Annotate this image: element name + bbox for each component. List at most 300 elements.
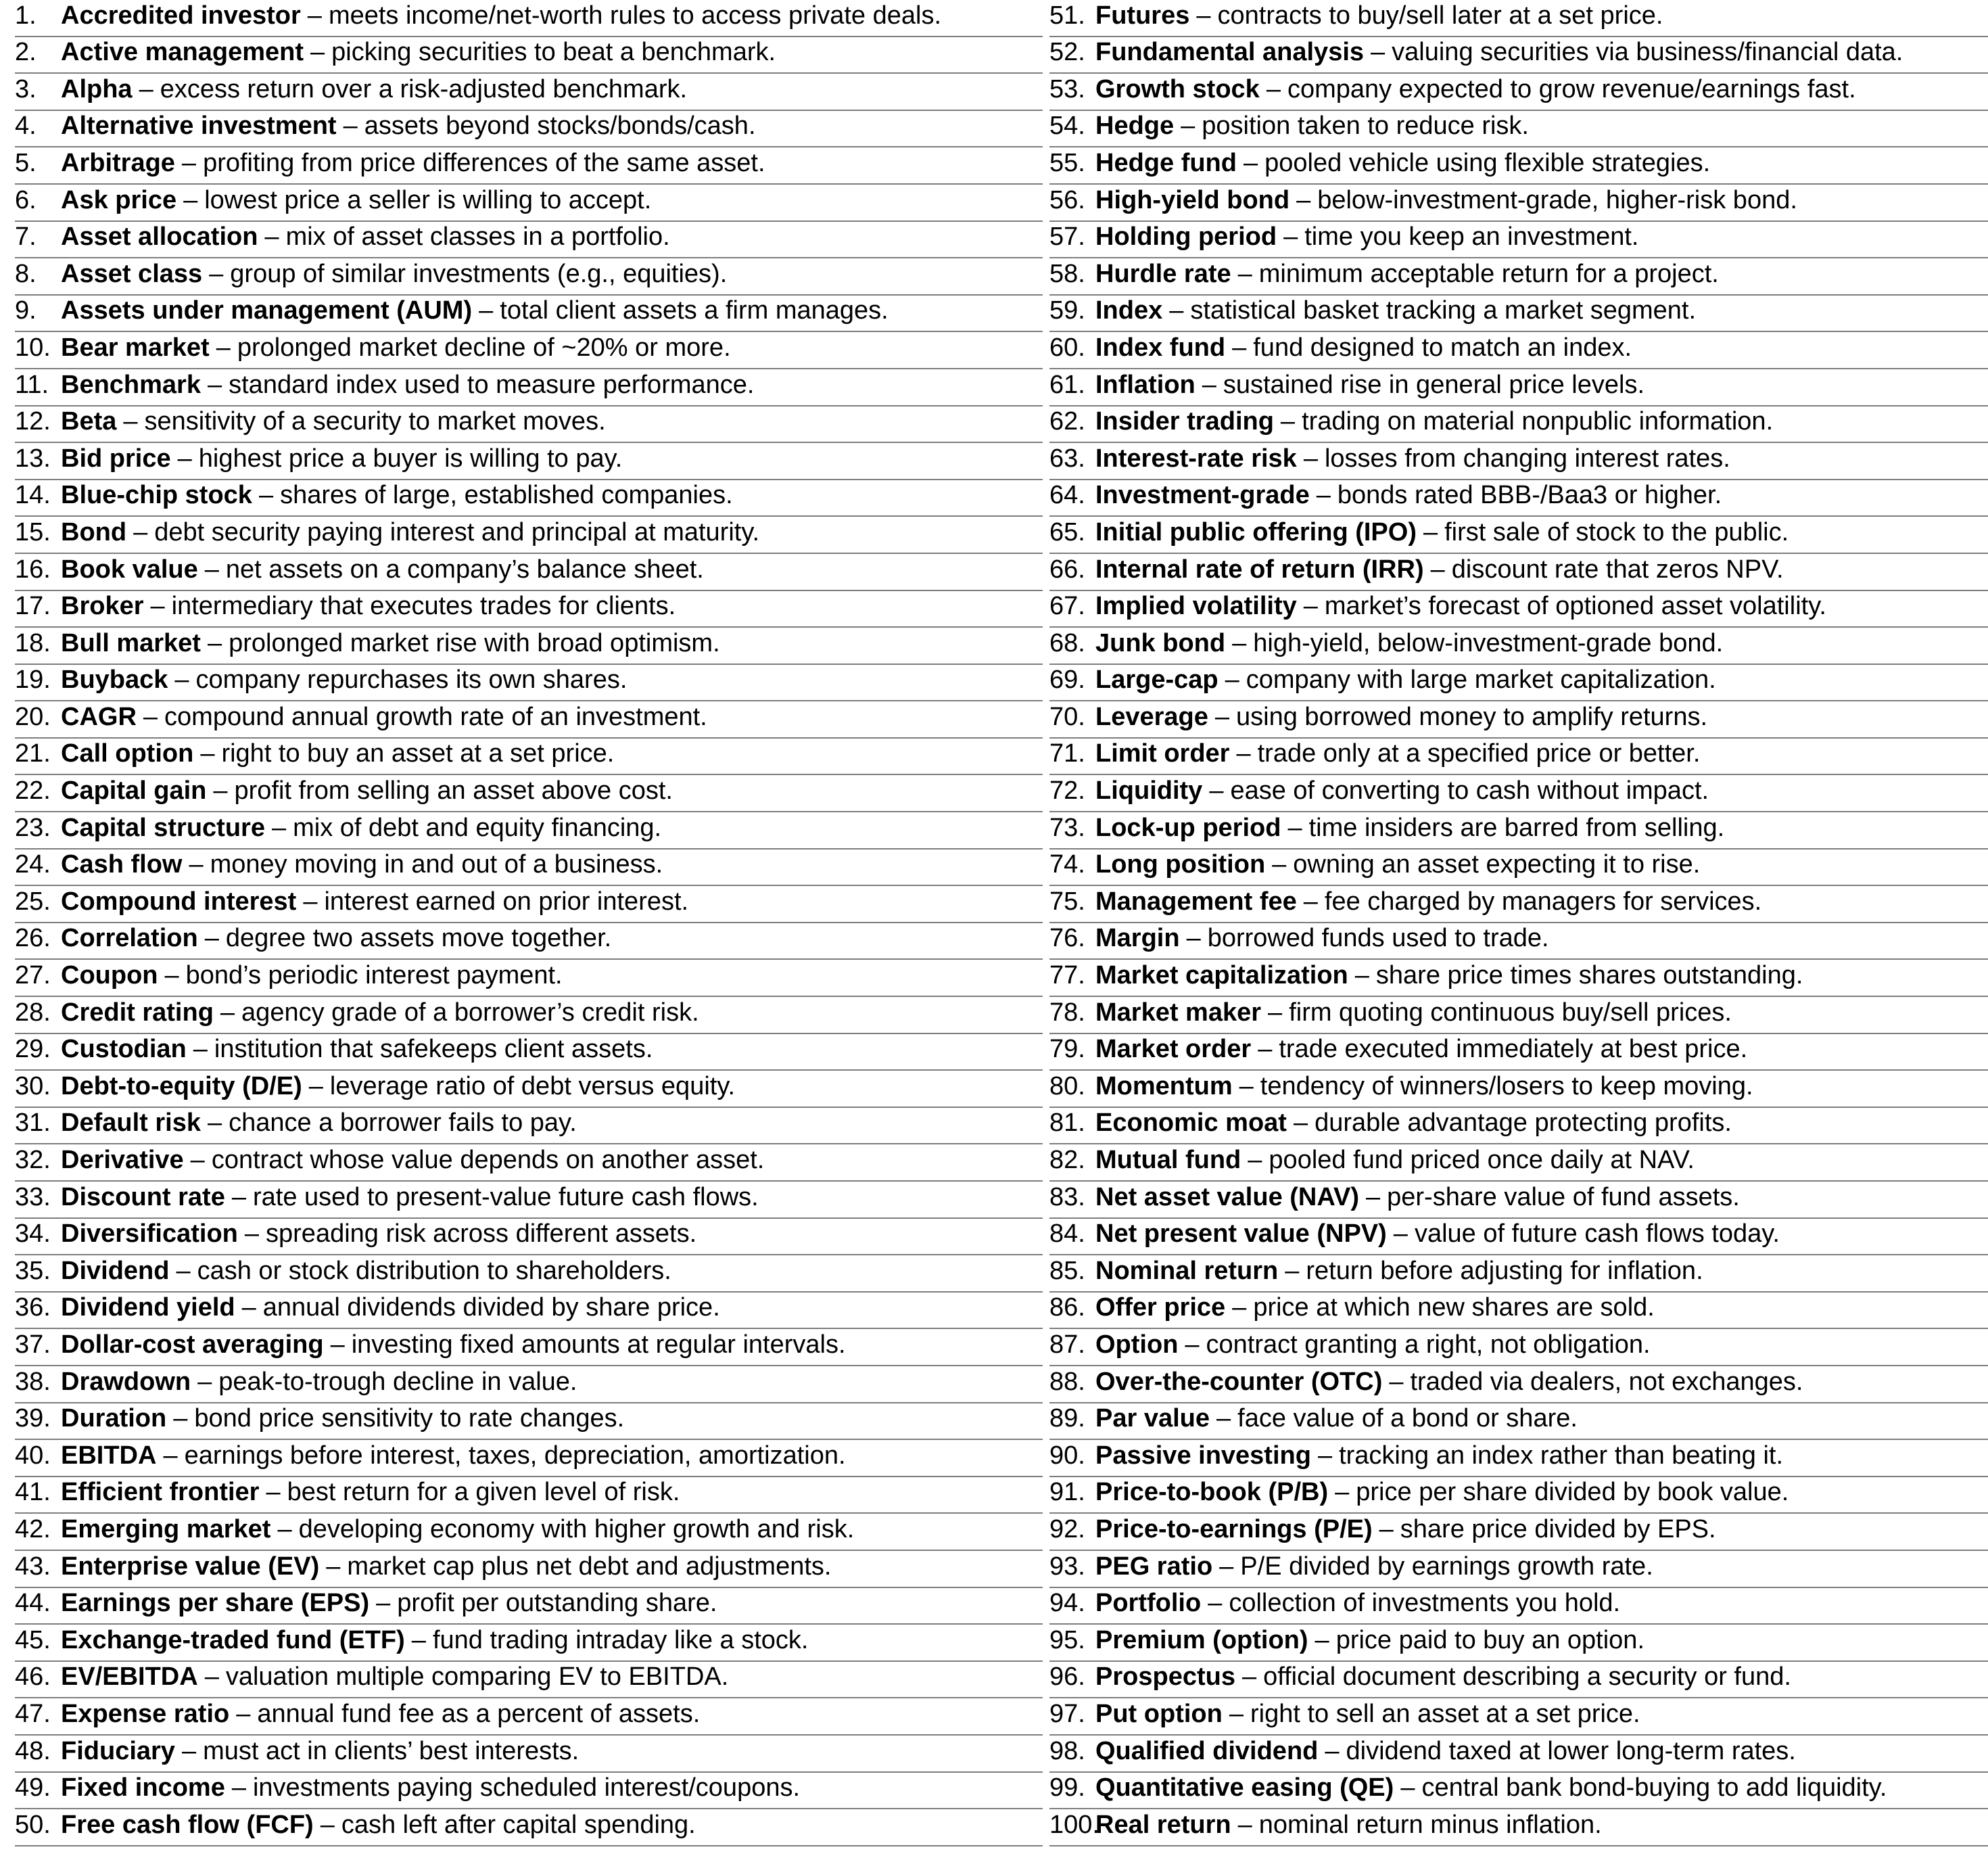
glossary-entry: [15, 960, 1043, 997]
entry-term: Dividend yield: [61, 1293, 235, 1322]
entry-definition: mix of asset classes in a portfolio.: [285, 223, 670, 252]
entry-number: 58.: [1049, 259, 1085, 288]
entry-number: 13.: [15, 444, 51, 473]
glossary-entry: [1049, 1477, 1988, 1514]
entry-term: Drawdown: [61, 1367, 191, 1396]
entry-definition: annual fund fee as a percent of assets.: [257, 1699, 701, 1728]
glossary-entry: [1049, 1662, 1988, 1699]
entry-term: Prospectus: [1095, 1663, 1235, 1692]
entry-separator: –: [330, 1330, 345, 1359]
glossary-entry: [1049, 1551, 1988, 1588]
entry-number: 32.: [15, 1146, 51, 1174]
glossary-entry: [1049, 1514, 1988, 1551]
entry-separator: –: [1379, 1514, 1394, 1543]
glossary-entry: [15, 74, 1043, 111]
entry-term: Asset allocation: [61, 223, 258, 252]
entry-number: 89.: [1049, 1404, 1085, 1433]
entry-definition: highest price a buyer is willing to pay.: [198, 444, 623, 473]
glossary-entry: [15, 1809, 1043, 1846]
entry-term: Net asset value (NAV): [1095, 1182, 1359, 1211]
entry-number: 46.: [15, 1663, 51, 1692]
entry-separator: –: [231, 1182, 246, 1211]
entry-number: 36.: [15, 1293, 51, 1322]
entry-separator: –: [258, 481, 274, 510]
entry-separator: –: [177, 444, 192, 473]
entry-term: Duration: [61, 1404, 167, 1433]
entry-term: Bull market: [61, 628, 201, 657]
entry-term: Index fund: [1095, 333, 1226, 362]
entry-separator: –: [277, 1514, 292, 1543]
entry-separator: –: [1186, 924, 1201, 953]
glossary-entry: [1049, 332, 1988, 369]
glossary-entry: [15, 554, 1043, 591]
entry-term: PEG ratio: [1095, 1552, 1213, 1581]
entry-number: 65.: [1049, 517, 1085, 547]
glossary-entry: [15, 480, 1043, 517]
entry-term: Management fee: [1095, 887, 1297, 916]
entry-number: 54.: [1049, 112, 1085, 141]
entry-term: Bond: [61, 517, 127, 547]
entry-term: Market capitalization: [1095, 961, 1348, 990]
glossary-entry: [1049, 850, 1988, 887]
entry-separator: –: [197, 1367, 212, 1396]
entry-number: 48.: [15, 1736, 51, 1765]
entry-definition: assets beyond stocks/bonds/cash.: [364, 112, 756, 141]
glossary-entry: [15, 923, 1043, 960]
glossary-entry: [15, 701, 1043, 739]
entry-definition: high-yield, below-investment-grade bond.: [1253, 628, 1724, 657]
entry-term: Index: [1095, 296, 1163, 325]
entry-definition: chance a borrower fails to pay.: [229, 1109, 577, 1138]
entry-number: 26.: [15, 924, 51, 953]
entry-number: 57.: [1049, 223, 1085, 252]
glossary-entry: [1049, 480, 1988, 517]
glossary-entry: [15, 1736, 1043, 1773]
glossary-entry: [1049, 1219, 1988, 1256]
entry-definition: tracking an index rather than beating it.: [1339, 1441, 1784, 1470]
glossary-entry: [1049, 628, 1988, 665]
entry-definition: pooled vehicle using flexible strategies.: [1264, 148, 1711, 177]
glossary-entry: [1049, 591, 1988, 628]
entry-number: 5.: [15, 148, 37, 177]
entry-separator: –: [1315, 1625, 1329, 1654]
entry-number: 40.: [15, 1441, 51, 1470]
entry-term: CAGR: [61, 702, 137, 731]
entry-term: Book value: [61, 555, 198, 584]
entry-definition: discount rate that zeros NPV.: [1451, 555, 1784, 584]
entry-separator: –: [1400, 1773, 1415, 1803]
glossary-entry: [15, 850, 1043, 887]
glossary-entry: [1049, 665, 1988, 702]
entry-separator: –: [213, 776, 228, 806]
entry-number: 4.: [15, 112, 37, 141]
entry-definition: share price divided by EPS.: [1400, 1514, 1716, 1543]
entry-definition: tendency of winners/losers to keep moving.: [1260, 1071, 1753, 1100]
entry-separator: –: [207, 370, 222, 399]
entry-separator: –: [1303, 592, 1318, 621]
glossary-entry: [1049, 74, 1988, 111]
entry-term: Long position: [1095, 850, 1266, 879]
entry-number: 74.: [1049, 850, 1085, 879]
entry-number: 3.: [15, 74, 37, 103]
entry-term: Market order: [1095, 1035, 1252, 1064]
glossary-entry: [15, 1329, 1043, 1366]
entry-number: 9.: [15, 296, 37, 325]
entry-term: Mutual fund: [1095, 1146, 1241, 1174]
entry-term: Portfolio: [1095, 1589, 1202, 1618]
entry-number: 47.: [15, 1699, 51, 1728]
entry-separator: –: [1237, 1810, 1252, 1839]
entry-number: 59.: [1049, 296, 1085, 325]
entry-separator: –: [1365, 1182, 1381, 1211]
entry-term: Alpha: [61, 74, 133, 103]
entry-term: Leverage: [1095, 702, 1208, 731]
entry-separator: –: [1283, 223, 1298, 252]
glossary-entry: [1049, 111, 1988, 148]
entry-term: Par value: [1095, 1404, 1210, 1433]
entry-number: 2.: [15, 38, 37, 67]
entry-number: 100.: [1049, 1810, 1099, 1839]
entry-separator: –: [1430, 555, 1445, 584]
entry-number: 61.: [1049, 370, 1085, 399]
entry-separator: –: [150, 592, 165, 621]
entry-separator: –: [1393, 1219, 1408, 1249]
entry-number: 10.: [15, 333, 51, 362]
entry-definition: borrowed funds used to trade.: [1207, 924, 1549, 953]
entry-number: 19.: [15, 666, 51, 695]
entry-number: 83.: [1049, 1182, 1085, 1211]
entry-definition: right to sell an asset at a set price.: [1250, 1699, 1640, 1728]
entry-definition: nominal return minus inflation.: [1258, 1810, 1602, 1839]
entry-separator: –: [190, 1146, 205, 1174]
entry-definition: spreading risk across different assets.: [266, 1219, 697, 1249]
entry-definition: degree two assets move together.: [225, 924, 612, 953]
glossary-entry: [1049, 554, 1988, 591]
entry-term: Qualified dividend: [1095, 1736, 1319, 1765]
entry-term: Momentum: [1095, 1071, 1233, 1100]
entry-definition: agency grade of a borrower’s credit risk.: [241, 998, 699, 1027]
entry-number: 68.: [1049, 628, 1085, 657]
entry-term: Diversification: [61, 1219, 238, 1249]
entry-separator: –: [1219, 1552, 1234, 1581]
entry-separator: –: [1232, 628, 1247, 657]
glossary-entry: [15, 1182, 1043, 1219]
entry-term: Debt-to-equity (D/E): [61, 1071, 302, 1100]
entry-term: Benchmark: [61, 370, 201, 399]
entry-definition: trade executed immediately at best price.: [1279, 1035, 1748, 1064]
glossary-entry: [1049, 1440, 1988, 1477]
glossary-entry: [15, 1034, 1043, 1071]
entry-definition: bonds rated BBB-/Baa3 or higher.: [1337, 481, 1722, 510]
entry-number: 11.: [15, 370, 49, 399]
entry-number: 50.: [15, 1810, 51, 1839]
entry-number: 15.: [15, 517, 51, 547]
entry-term: Correlation: [61, 924, 198, 953]
entry-definition: prolonged market rise with broad optimism.: [229, 628, 720, 657]
entry-number: 27.: [15, 961, 51, 990]
entry-number: 76.: [1049, 924, 1085, 953]
entry-definition: trading on material nonpublic information.: [1302, 407, 1774, 436]
entry-term: Put option: [1095, 1699, 1223, 1728]
glossary-entry: [15, 1698, 1043, 1736]
entry-separator: –: [411, 1625, 426, 1654]
entry-number: 81.: [1049, 1109, 1085, 1138]
entry-number: 42.: [15, 1514, 51, 1543]
entry-term: High-yield bond: [1095, 185, 1290, 214]
entry-definition: debt security paying interest and principal at maturity.: [154, 517, 760, 547]
glossary-entry: [15, 222, 1043, 259]
glossary-entry: [15, 1477, 1043, 1514]
entry-separator: –: [1202, 370, 1216, 399]
entry-separator: –: [231, 1773, 246, 1803]
entry-number: 94.: [1049, 1589, 1085, 1618]
entry-separator: –: [320, 1810, 335, 1839]
entry-separator: –: [1423, 517, 1438, 547]
entry-definition: compound annual growth rate of an investment.: [164, 702, 707, 731]
glossary-entry: [1049, 960, 1988, 997]
entry-separator: –: [1169, 296, 1184, 325]
entry-term: Offer price: [1095, 1293, 1226, 1322]
entry-term: Dollar-cost averaging: [61, 1330, 324, 1359]
entry-term: Beta: [61, 407, 117, 436]
entry-term: Blue-chip stock: [61, 481, 252, 510]
entry-definition: prolonged market decline of ~20% or more.: [237, 333, 731, 362]
entry-number: 60.: [1049, 333, 1085, 362]
entry-definition: excess return over a risk-adjusted benchmark.: [160, 74, 688, 103]
entry-number: 34.: [15, 1219, 51, 1249]
entry-term: Option: [1095, 1330, 1179, 1359]
entry-separator: –: [271, 813, 287, 842]
entry-term: Quantitative easing (QE): [1095, 1773, 1394, 1803]
glossary-entry: [1049, 1773, 1988, 1810]
entry-separator: –: [1214, 702, 1230, 731]
entry-separator: –: [1266, 74, 1281, 103]
entry-number: 82.: [1049, 1146, 1085, 1174]
glossary-entry: [1049, 1071, 1988, 1108]
entry-term: Real return: [1095, 1810, 1231, 1839]
entry-number: 30.: [15, 1071, 51, 1100]
entry-definition: return before adjusting for inflation.: [1306, 1256, 1703, 1285]
entry-definition: company expected to grow revenue/earnings fast.: [1287, 74, 1856, 103]
glossary-entry: [1049, 701, 1988, 739]
entry-term: Limit order: [1095, 739, 1230, 768]
entry-number: 43.: [15, 1552, 51, 1581]
glossary-entry: [15, 443, 1043, 480]
entry-separator: –: [181, 148, 197, 177]
glossary-entry: [15, 812, 1043, 850]
entry-number: 93.: [1049, 1552, 1085, 1581]
entry-term: Holding period: [1095, 223, 1277, 252]
entry-term: Economic moat: [1095, 1109, 1287, 1138]
entry-number: 39.: [15, 1404, 51, 1433]
glossary-entry: [1049, 37, 1988, 74]
entry-number: 90.: [1049, 1441, 1085, 1470]
entry-separator: –: [266, 1478, 281, 1507]
entry-definition: collection of investments you hold.: [1229, 1589, 1621, 1618]
entry-separator: –: [139, 74, 153, 103]
entry-term: EBITDA: [61, 1441, 157, 1470]
entry-definition: pooled fund priced once daily at NAV.: [1269, 1146, 1695, 1174]
entry-number: 52.: [1049, 38, 1085, 67]
entry-number: 45.: [15, 1625, 51, 1654]
entry-definition: statistical basket tracking a market segment.: [1190, 296, 1697, 325]
entry-term: Margin: [1095, 924, 1180, 953]
entry-separator: –: [1243, 148, 1258, 177]
entry-definition: per-share value of fund assets.: [1387, 1182, 1740, 1211]
entry-definition: bond’s periodic interest payment.: [185, 961, 563, 990]
entry-separator: –: [343, 112, 358, 141]
entry-term: Hurdle rate: [1095, 259, 1231, 288]
entry-definition: share price times shares outstanding.: [1375, 961, 1803, 990]
entry-definition: minimum acceptable return for a project.: [1258, 259, 1719, 288]
entry-number: 69.: [1049, 666, 1085, 695]
entry-term: Accredited investor: [61, 1, 301, 30]
glossary-entry: [1049, 1736, 1988, 1773]
entry-separator: –: [1208, 1589, 1223, 1618]
glossary-entry: [1049, 147, 1988, 185]
glossary-entry: [15, 775, 1043, 812]
entry-definition: meets income/net-worth rules to access private deals.: [328, 1, 941, 30]
entry-number: 92.: [1049, 1514, 1085, 1543]
glossary-entry: [15, 406, 1043, 444]
entry-separator: –: [1285, 1256, 1300, 1285]
entry-separator: –: [176, 1256, 191, 1285]
entry-number: 14.: [15, 481, 51, 510]
entry-definition: profit per outstanding share.: [397, 1589, 717, 1618]
glossary-entry: [15, 37, 1043, 74]
glossary-entry: [1049, 812, 1988, 850]
entry-separator: –: [193, 1035, 208, 1064]
glossary-entry: [15, 1773, 1043, 1810]
glossary-entry: [1049, 443, 1988, 480]
entry-separator: –: [264, 223, 279, 252]
entry-definition: shares of large, established companies.: [280, 481, 733, 510]
glossary-entry: [1049, 1698, 1988, 1736]
entry-term: Broker: [61, 592, 144, 621]
entry-definition: institution that safekeeps client assets.: [214, 1035, 653, 1064]
glossary-entry: [1049, 886, 1988, 923]
entry-separator: –: [174, 666, 189, 695]
entry-separator: –: [1237, 259, 1252, 288]
entry-number: 51.: [1049, 1, 1085, 30]
entry-term: Assets under management (AUM): [61, 296, 473, 325]
entry-term: Expense ratio: [61, 1699, 230, 1728]
entry-number: 62.: [1049, 407, 1085, 436]
entry-definition: official document describing a security or fund.: [1263, 1663, 1791, 1692]
glossary-entry: [1049, 0, 1988, 37]
glossary-entry: [1049, 1034, 1988, 1071]
entry-term: Asset class: [61, 259, 203, 288]
entry-separator: –: [307, 1, 322, 30]
entry-definition: owning an asset expecting it to rise.: [1293, 850, 1701, 879]
entry-number: 70.: [1049, 702, 1085, 731]
entry-separator: –: [1185, 1330, 1200, 1359]
entry-definition: investments paying scheduled interest/coupons.: [252, 1773, 801, 1803]
entry-number: 95.: [1049, 1625, 1085, 1654]
entry-separator: –: [1371, 38, 1386, 67]
glossary-entry: [1049, 1329, 1988, 1366]
entry-term: Fixed income: [61, 1773, 225, 1803]
entry-separator: –: [207, 1109, 222, 1138]
entry-separator: –: [204, 555, 219, 584]
entry-definition: peak-to-trough decline in value.: [218, 1367, 577, 1396]
entry-definition: ease of converting to cash without impact.: [1230, 776, 1709, 806]
glossary-entry: [15, 997, 1043, 1034]
entry-separator: –: [1229, 1699, 1244, 1728]
glossary-entry: [1049, 997, 1988, 1034]
entry-term: Ask price: [61, 185, 177, 214]
entry-number: 28.: [15, 998, 51, 1027]
entry-separator: –: [241, 1293, 256, 1322]
glossary-entry: [1049, 222, 1988, 259]
entry-definition: fee charged by managers for services.: [1324, 887, 1762, 916]
entry-definition: sensitivity of a security to market moves.: [144, 407, 606, 436]
entry-separator: –: [1209, 776, 1224, 806]
glossary-entry: [1049, 923, 1988, 960]
entry-definition: must act in clients’ best interests.: [203, 1736, 579, 1765]
entry-number: 23.: [15, 813, 51, 842]
entry-definition: time insiders are barred from selling.: [1308, 813, 1725, 842]
entry-term: Insider trading: [1095, 407, 1274, 436]
entry-separator: –: [1216, 1404, 1231, 1433]
glossary-entry: [15, 665, 1043, 702]
entry-term: Growth stock: [1095, 74, 1260, 103]
entry-term: Exchange-traded fund (ETF): [61, 1625, 405, 1654]
entry-number: 37.: [15, 1330, 51, 1359]
entry-term: Cash flow: [61, 850, 183, 879]
entry-definition: firm quoting continuous buy/sell prices.: [1289, 998, 1732, 1027]
entry-separator: –: [173, 1404, 188, 1433]
glossary-entry: [1049, 369, 1988, 406]
glossary-entry: [15, 739, 1043, 776]
entry-separator: –: [479, 296, 494, 325]
entry-definition: intermediary that executes trades for clients.: [171, 592, 676, 621]
entry-separator: –: [163, 1441, 178, 1470]
entry-separator: –: [1325, 1736, 1340, 1765]
entry-separator: –: [376, 1589, 391, 1618]
entry-term: Discount rate: [61, 1182, 225, 1211]
entry-term: Lock-up period: [1095, 813, 1281, 842]
entry-term: Active management: [61, 38, 304, 67]
glossary-entry: [15, 1108, 1043, 1145]
entry-number: 99.: [1049, 1773, 1085, 1803]
entry-separator: –: [1303, 444, 1318, 473]
entry-number: 67.: [1049, 592, 1085, 621]
entry-definition: losses from changing interest rates.: [1324, 444, 1730, 473]
glossary-entry: [1049, 1588, 1988, 1625]
entry-number: 22.: [15, 776, 51, 806]
glossary-entry: [15, 111, 1043, 148]
entry-term: Price-to-book (P/B): [1095, 1478, 1329, 1507]
entry-definition: mix of debt and equity financing.: [293, 813, 662, 842]
glossary-entry: [15, 628, 1043, 665]
glossary-entry: [15, 185, 1043, 222]
entry-definition: standard index used to measure performance.: [229, 370, 755, 399]
entry-number: 91.: [1049, 1478, 1085, 1507]
entry-term: Junk bond: [1095, 628, 1226, 657]
entry-separator: –: [1296, 185, 1311, 214]
entry-term: Alternative investment: [61, 112, 337, 141]
entry-definition: first sale of stock to the public.: [1444, 517, 1789, 547]
entry-separator: –: [1248, 1146, 1262, 1174]
glossary-entry: [15, 1403, 1043, 1441]
entry-term: Market maker: [1095, 998, 1262, 1027]
entry-definition: trade only at a specified price or better.: [1257, 739, 1701, 768]
entry-separator: –: [207, 628, 222, 657]
entry-definition: rate used to present-value future cash flows.: [252, 1182, 759, 1211]
entry-number: 80.: [1049, 1071, 1085, 1100]
entry-number: 6.: [15, 185, 37, 214]
